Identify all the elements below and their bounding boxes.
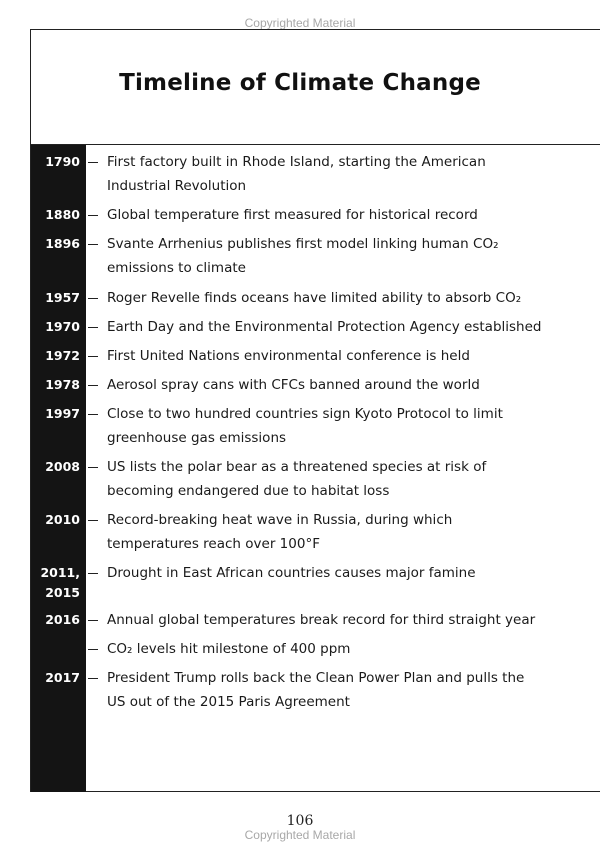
page-number: 106 [286,813,314,829]
dash-marker [88,467,98,468]
timeline-year: 2008 [45,459,80,474]
timeline-year: 1880 [45,207,80,222]
timeline-year: 1978 [45,377,80,392]
timeline-year: 1970 [45,319,80,334]
page-title: Timeline of Climate Change [119,70,481,96]
dash-marker [88,327,98,328]
dash-marker [88,385,98,386]
timeline-text: CO₂ levels hit milestone of 400 ppm [107,641,351,657]
dash-marker [88,356,98,357]
timeline-text: First United Nations environmental conference is held [107,348,470,364]
watermark-bottom: Copyrighted Material [244,828,356,842]
watermark-top: Copyrighted Material [244,16,356,30]
dash-marker [88,244,98,245]
dash-marker [88,414,98,415]
timeline-year: 1790 [45,154,80,169]
timeline-year: 2016 [45,612,80,627]
timeline-text: Close to two hundred countries sign Kyoto Protocol to limit greenhouse gas emissions [107,406,503,446]
timeline-text: Annual global temperatures break record for third straight year [107,612,536,628]
dash-marker [88,298,98,299]
timeline-text: Svante Arrhenius publishes first model linking human CO₂ emissions to climate [107,236,499,276]
dash-marker [88,620,98,621]
dash-marker [88,162,98,163]
dash-marker [88,215,98,216]
timeline-year: 2011, 2015 [40,565,80,600]
timeline-text: First factory built in Rhode Island, starting the American Industrial Revolution [107,154,486,194]
dash-marker [88,573,98,574]
dash-marker [88,520,98,521]
timeline-text: Aerosol spray cans with CFCs banned around the world [107,377,480,393]
timeline-text: Roger Revelle finds oceans have limited ability to absorb CO₂ [107,290,522,306]
dash-marker [88,649,98,650]
dash-marker [88,678,98,679]
timeline-year: 2017 [45,670,80,685]
timeline-year: 1997 [45,406,80,421]
timeline-text: Earth Day and the Environmental Protection Agency established [107,319,542,335]
timeline-text: Drought in East African countries causes major famine [107,565,476,581]
timeline-year: 1896 [45,236,80,251]
timeline-text: Global temperature first measured for historical record [107,207,478,223]
timeline-year: 1957 [45,290,80,305]
timeline-text: US lists the polar bear as a threatened species at risk of becoming endangered due to habitat loss [107,459,487,499]
timeline-year: 1972 [45,348,80,363]
timeline-text: Record-breaking heat wave in Russia, during which temperatures reach over 100°F [107,512,453,552]
timeline-year: 2010 [45,512,80,527]
timeline-text: President Trump rolls back the Clean Power Plan and pulls the US out of the 2015 Paris Agreement [107,670,525,710]
